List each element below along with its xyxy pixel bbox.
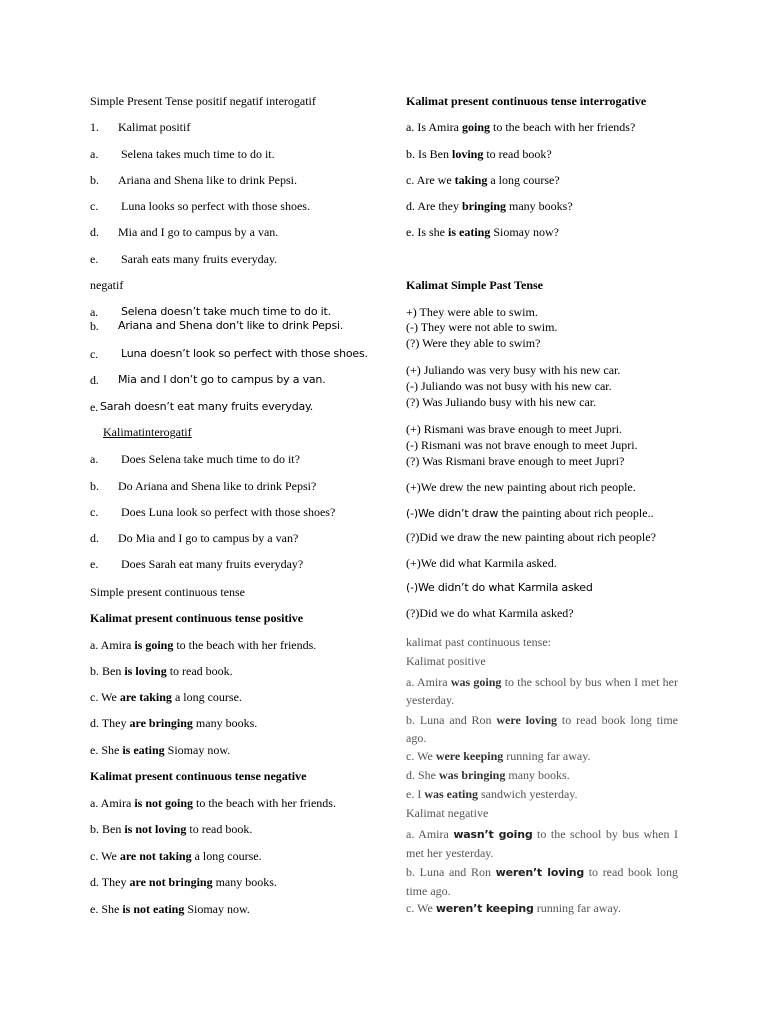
list-item: d. They are bringing many books. [90, 716, 258, 730]
negatif-heading: negatif [90, 278, 124, 292]
list-item: e. I was eating sandwich yesterday. [406, 787, 578, 801]
list-item: (+)We drew the new painting about rich people. [406, 480, 636, 494]
pc-negative-heading: Kalimat negative [406, 806, 489, 820]
interogatif-heading: Kalimatinterogatif [103, 425, 192, 439]
section-title: Simple Present Tense positif negatif interogatif [90, 94, 316, 108]
list-item: c. Are we taking a long course? [406, 173, 560, 187]
list-item: (?) Was Juliando busy with his new car. [406, 395, 597, 409]
list-item: (?) Was Rismani brave enough to meet Jupri? [406, 454, 625, 468]
list-item: c. We weren’t keeping running far away. [406, 901, 621, 915]
list-item: a. Amira is not going to the beach with her friends. [90, 796, 336, 810]
pc-positive-heading: Kalimat positive [406, 654, 486, 668]
list-item: b. Luna and Ron weren’t loving to read book long time ago. [406, 865, 678, 898]
list-item: a. Amira was going to the school by bus when I met her yesterday. [406, 675, 678, 707]
list-item: e. She is not eating Siomay now. [90, 902, 250, 916]
negative-heading: Kalimat present continuous tense negative [90, 769, 307, 783]
list-item: (-) Rismani was not brave enough to meet Jupri. [406, 438, 638, 452]
list-item: c. We are taking a long course. [90, 690, 242, 704]
past-heading: Kalimat Simple Past Tense [406, 278, 544, 292]
interrogative-heading: Kalimat present continuous tense interrogative [406, 94, 647, 108]
list-item: (+)We did what Karmila asked. [406, 556, 557, 570]
list-item: d. Are they bringing many books? [406, 199, 573, 213]
list-item: b. Ben is not loving to read book. [90, 822, 253, 836]
list-item: (-) Juliando was not busy with his new car. [406, 379, 612, 393]
list-item: (?)Did we draw the new painting about rich people? [406, 530, 656, 544]
list-item: e. Is she is eating Siomay now? [406, 225, 560, 239]
list-item: a. Is Amira going to the beach with her friends? [406, 120, 636, 134]
list-item: e. She is eating Siomay now. [90, 743, 231, 757]
list-item: (-)We didn’t draw the painting about rich people.. [406, 506, 654, 520]
list-item: c. We were keeping running far away. [406, 749, 591, 763]
list-item: d. They are not bringing many books. [90, 875, 277, 889]
list-item: (-) They were not able to swim. [406, 320, 558, 334]
list-item: b. Luna and Ron were loving to read book long time ago. [406, 713, 678, 745]
list-item: (?) Were they able to swim? [406, 336, 541, 350]
list-item: (+) Juliando was very busy with his new car. [406, 363, 621, 377]
list-item: d. She was bringing many books. [406, 768, 570, 782]
list-item: b. Ben is loving to read book. [90, 664, 233, 678]
list-item: b. Is Ben loving to read book? [406, 147, 552, 161]
list-item: (-)We didn’t do what Karmila asked [406, 581, 593, 594]
continuous-title: Simple present continuous tense [90, 585, 245, 599]
list-item: (?)Did we do what Karmila asked? [406, 606, 574, 620]
list-item: +) They were able to swim. [406, 305, 538, 319]
positive-heading: Kalimat present continuous tense positive [90, 611, 304, 625]
list-item: a. Amira wasn’t going to the school by bus when I met her yesterday. [406, 827, 678, 860]
past-continuous-title: kalimat past continuous tense: [406, 635, 551, 649]
list-item: (+) Rismani was brave enough to meet Jupri. [406, 422, 623, 436]
list-item: c. We are not taking a long course. [90, 849, 262, 863]
list-item: a. Amira is going to the beach with her friends. [90, 638, 317, 652]
